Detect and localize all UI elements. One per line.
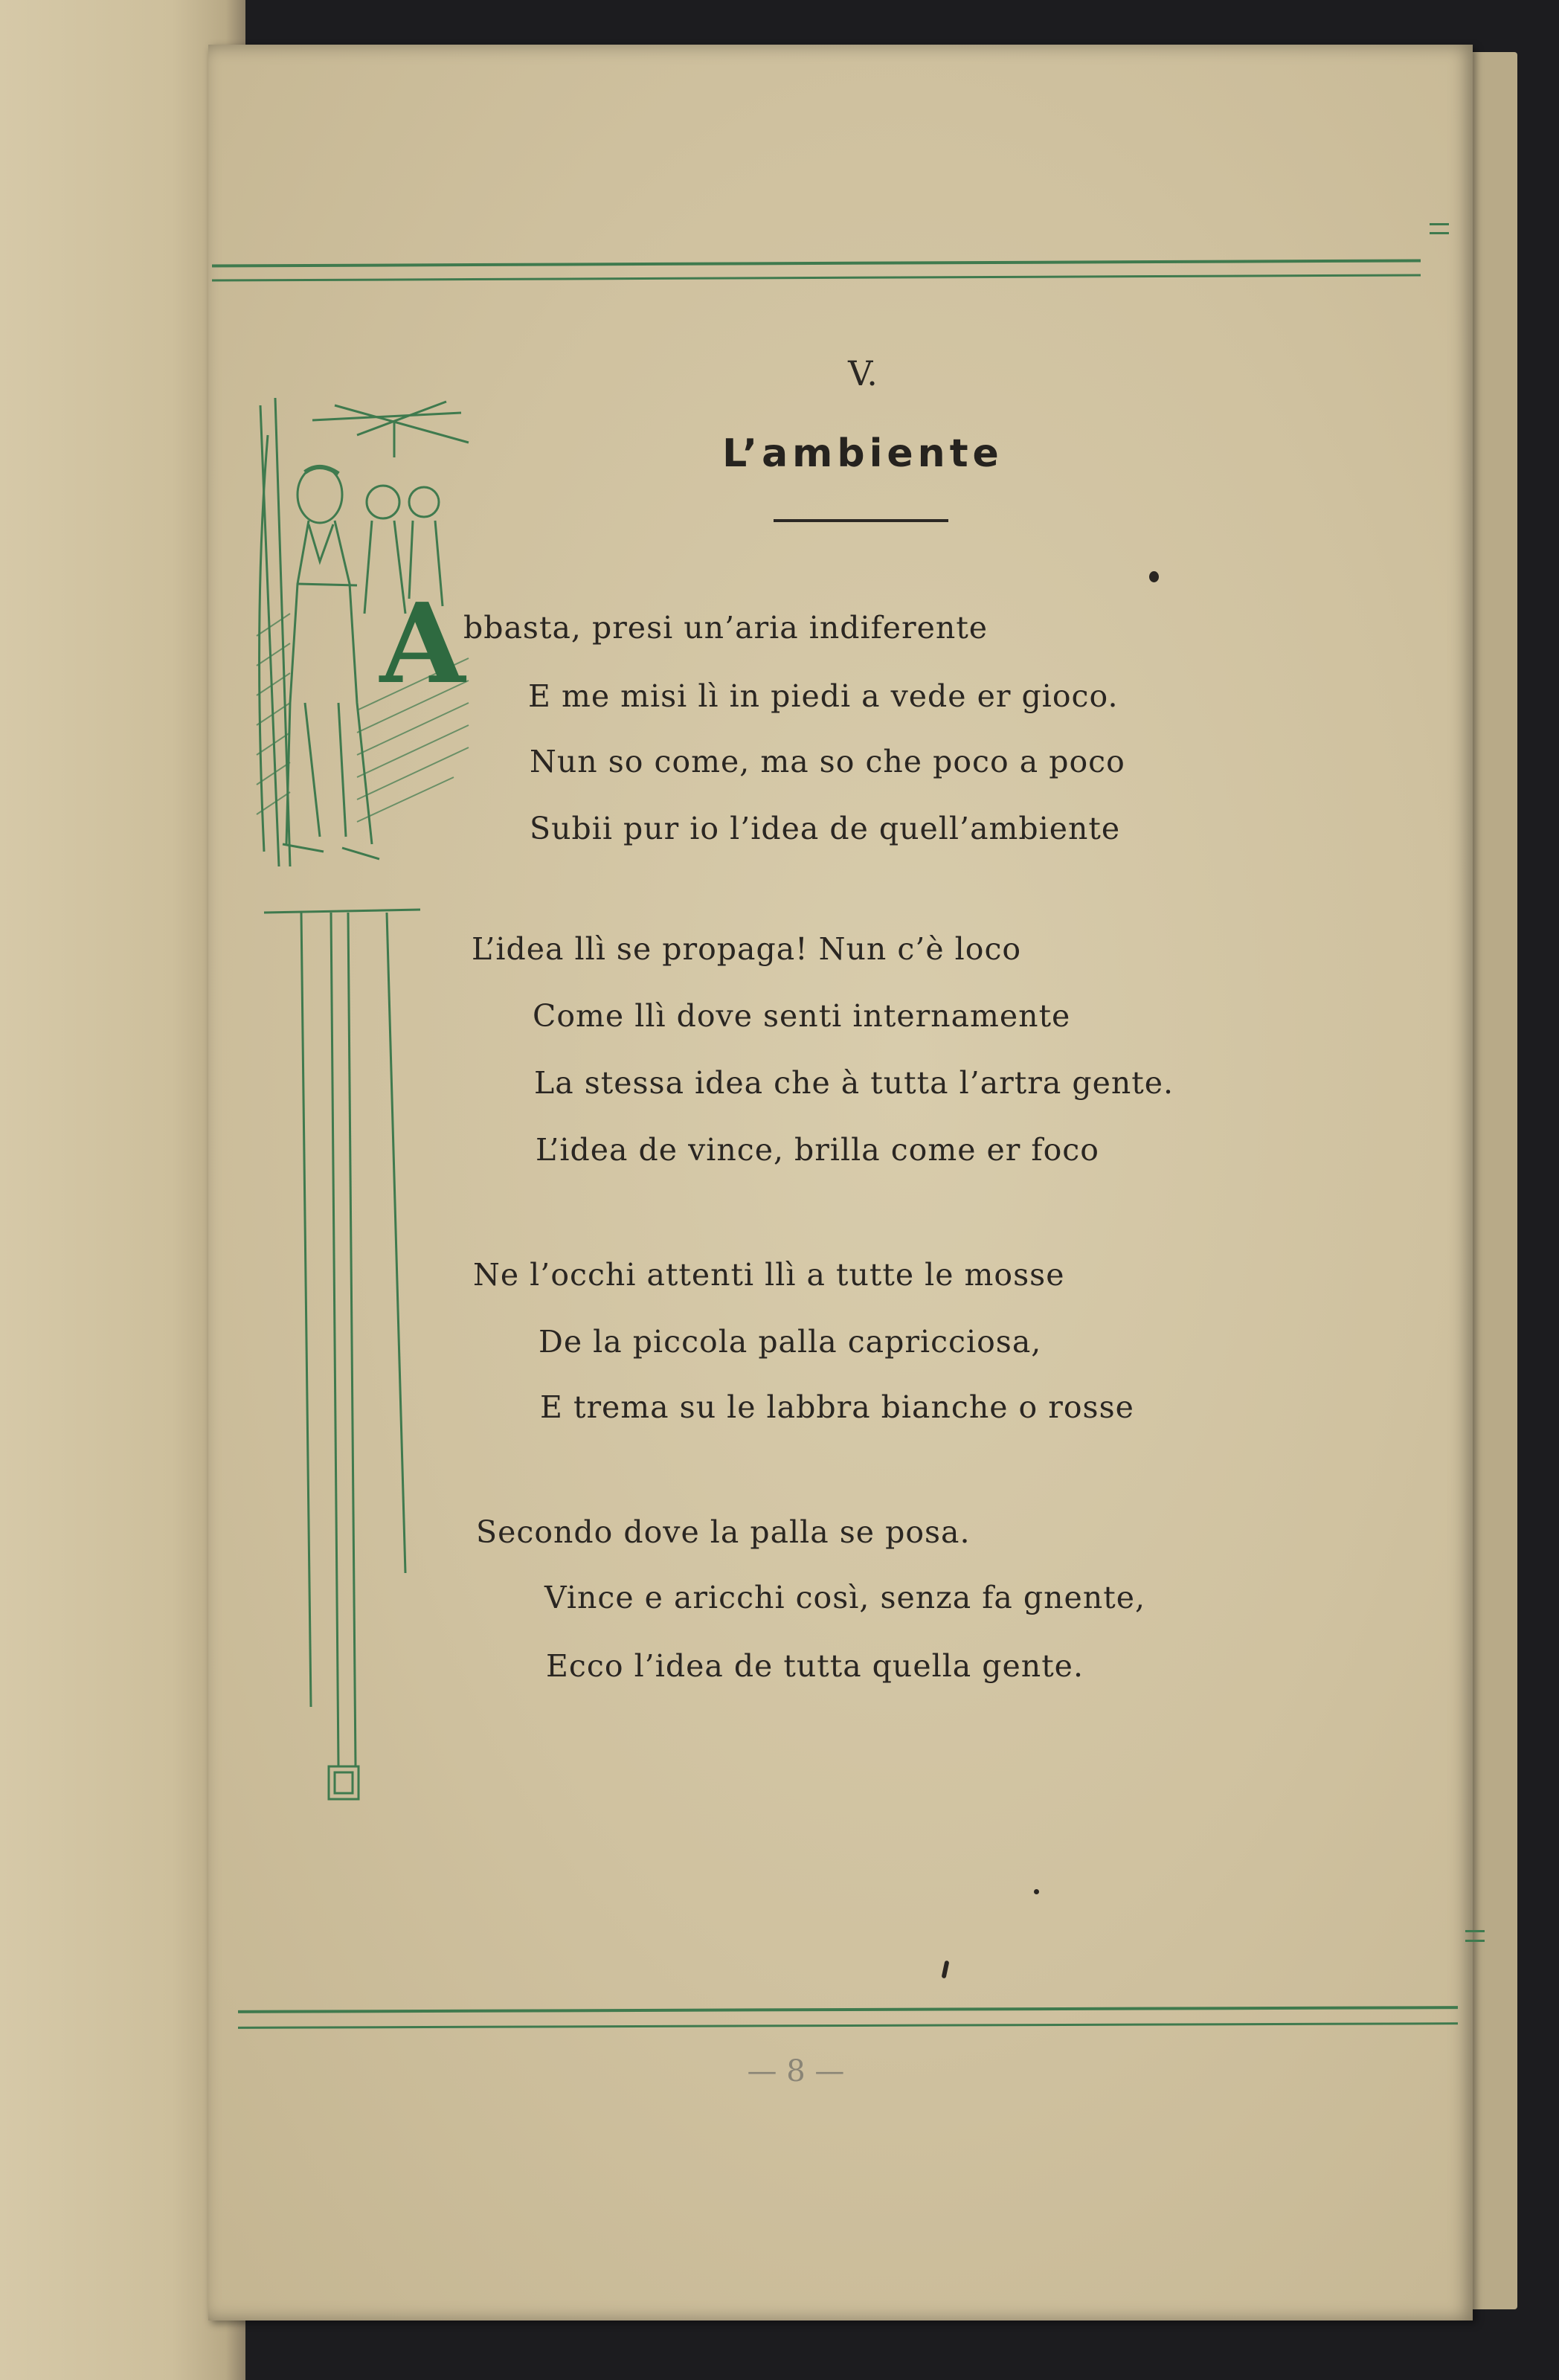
verse-line: E me misi lì in piedi a vede er gioco. bbox=[528, 678, 1119, 714]
page-edge-mark bbox=[1430, 223, 1449, 225]
verse-line: Come llì dove senti internamente bbox=[533, 998, 1071, 1034]
vertical-frame-ornament bbox=[260, 904, 431, 1856]
verse-line: Subii pur io l’idea de quell’ambiente bbox=[530, 811, 1121, 846]
ink-speck bbox=[1034, 1889, 1039, 1894]
verse-line: Ne l’occhi attenti llì a tutte le mosse bbox=[473, 1257, 1065, 1293]
verse-line: L’idea llì se propaga! Nun c’è loco bbox=[472, 931, 1022, 967]
verse-line: bbasta, presi un’aria indiferente bbox=[463, 610, 989, 646]
verse-line: Secondo dove la palla se posa. bbox=[476, 1514, 971, 1550]
verse-line: Vince e aricchi così, senza fa gnente, bbox=[544, 1580, 1145, 1615]
title-underline bbox=[774, 519, 948, 522]
ink-speck bbox=[1149, 571, 1159, 582]
verse-line: La stessa idea che à tutta l’artra gente. bbox=[534, 1065, 1174, 1101]
verse-line: De la piccola palla capricciosa, bbox=[539, 1324, 1042, 1360]
page-edge-mark bbox=[1465, 1930, 1485, 1932]
verse-line: E trema su le labbra bianche o rosse bbox=[540, 1389, 1134, 1425]
page-number: — 8 — bbox=[747, 2054, 845, 2088]
page-edge-mark bbox=[1465, 1940, 1485, 1942]
chapter-number: V. bbox=[848, 353, 878, 393]
page-edge-mark bbox=[1430, 232, 1449, 234]
verse-line: L’idea de vince, brilla come er foco bbox=[536, 1132, 1099, 1168]
drop-cap-letter: A bbox=[379, 579, 466, 708]
chapter-title: L’ambiente bbox=[722, 431, 1003, 476]
verse-line: Nun so come, ma so che poco a poco bbox=[530, 744, 1125, 779]
verse-line: Ecco l’idea de tutta quella gente. bbox=[546, 1648, 1084, 1684]
